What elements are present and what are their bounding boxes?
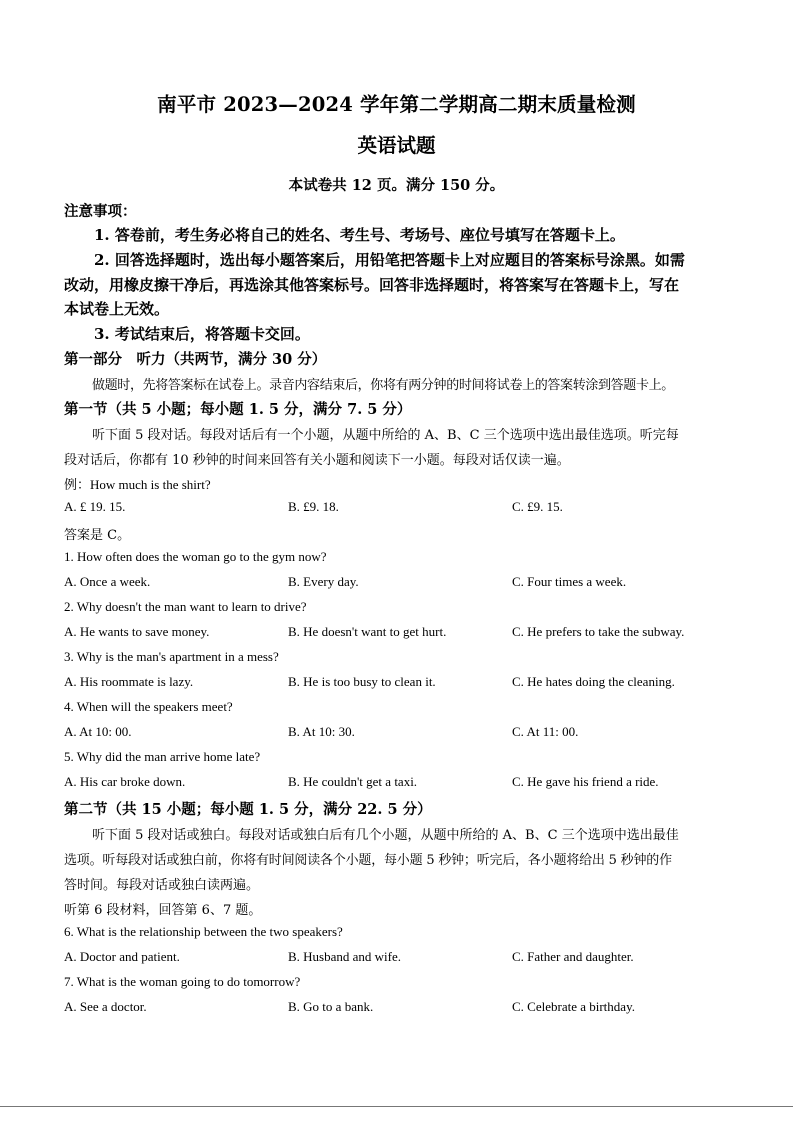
question-6-option-b: B. Husband and wife. <box>288 949 402 964</box>
exam-title: 南平市 2023—2024 学年第二学期高二期末质量检测 <box>157 93 636 116</box>
question-3: 3. Why is the man's apartment in a mess? <box>64 649 279 664</box>
question-1-option-c: C. Four times a week. <box>512 574 627 589</box>
section2-material: 听第 6 段材料，回答第 6、7 题。 <box>64 903 262 918</box>
example-answer: 答案是 C。 <box>64 528 131 543</box>
part1-instruction: 做题时，先将答案标在试卷上。录音内容结束后，你将有两分钟的时间将试卷上的答案转涂到答题卡上。 <box>92 378 674 393</box>
notice-heading: 注意事项： <box>64 203 137 220</box>
question-6-option-a: A. Doctor and patient. <box>64 949 180 964</box>
question-4-option-a: A. At 10: 00. <box>64 724 132 739</box>
question-5-option-c: C. He gave his friend a ride. <box>512 774 659 789</box>
exam-meta: 本试卷共 12 页。满分 150 分。 <box>288 177 505 194</box>
question-4-option-b: B. At 10: 30. <box>288 724 355 739</box>
question-5-option-b: B. He couldn't get a taxi. <box>288 774 418 789</box>
question-2-option-a: A. He wants to save money. <box>64 624 210 639</box>
question-1-option-a: A. Once a week. <box>64 574 151 589</box>
question-6-option-c: C. Father and daughter. <box>512 949 634 964</box>
part1-heading: 第一部分 听力（共两节，满分 30 分） <box>64 351 327 368</box>
question-3-option-c: C. He hates doing the cleaning. <box>512 674 675 689</box>
example-option-b: B. £9. 18. <box>288 499 339 514</box>
section2-instruction-line1: 听下面 5 段对话或独白。每段对话或独白后有几个小题，从题中所给的 A、B、C 三个选项中选出最佳 <box>92 828 679 843</box>
question-7-option-c: C. Celebrate a birthday. <box>512 999 635 1014</box>
question-7: 7. What is the woman going to do tomorrow? <box>64 974 301 989</box>
section1-instruction-line2: 段对话后，你都有 10 秒钟的时间来回答有关小题和阅读下一小题。每段对话仅读一遍。 <box>64 453 570 468</box>
question-2-option-c: C. He prefers to take the subway. <box>512 624 685 639</box>
question-4-option-c: C. At 11: 00. <box>512 724 579 739</box>
question-3-option-b: B. He is too busy to clean it. <box>288 674 436 689</box>
question-3-option-a: A. His roommate is lazy. <box>64 674 194 689</box>
notice-item-2-line2: 改动，用橡皮擦干净后，再选涂其他答案标号。回答非选择题时，将答案写在答题卡上，写在 <box>64 276 680 294</box>
question-7-option-a: A. See a doctor. <box>64 999 147 1014</box>
section2-instruction-line2: 选项。听每段对话或独白前，你将有时间阅读各个小题，每小题 5 秒钟；听完后，各小题将给出 5 秒钟的作 <box>64 853 672 868</box>
question-4: 4. When will the speakers meet? <box>64 699 233 714</box>
question-7-option-b: B. Go to a bank. <box>288 999 374 1014</box>
page-bottom-divider <box>0 1106 793 1107</box>
section1-instruction-line1: 听下面 5 段对话。每段对话后有一个小题，从题中所给的 A、B、C 三个选项中选出最佳选项。听完每 <box>92 428 679 443</box>
question-6: 6. What is the relationship between the two speakers? <box>64 924 343 939</box>
question-2: 2. Why doesn't the man want to learn to drive? <box>64 599 307 614</box>
example-option-a: A. £ 19. 15. <box>64 499 126 514</box>
example-option-c: C. £9. 15. <box>512 499 563 514</box>
section1-heading: 第一节（共 5 小题；每小题 1. 5 分，满分 7. 5 分） <box>64 401 412 418</box>
notice-item-2-line1: 2. 回答选择题时，选出每小题答案后，用铅笔把答题卡上对应题目的答案标号涂黑。如需 <box>94 251 685 269</box>
exam-subject: 英语试题 <box>357 134 436 157</box>
question-1: 1. How often does the woman go to the gym now? <box>64 549 327 564</box>
question-2-option-b: B. He doesn't want to get hurt. <box>288 624 447 639</box>
question-5-option-a: A. His car broke down. <box>64 774 186 789</box>
notice-item-3: 3. 考试结束后，将答题卡交回。 <box>94 325 310 343</box>
question-1-option-b: B. Every day. <box>288 574 359 589</box>
section2-instruction-line3: 答时间。每段对话或独白读两遍。 <box>64 878 260 893</box>
notice-item-1: 1. 答卷前，考生务必将自己的姓名、考生号、考场号、座位号填写在答题卡上。 <box>94 226 625 244</box>
example-question: 例：How much is the shirt? <box>64 477 211 492</box>
section2-heading: 第二节（共 15 小题；每小题 1. 5 分，满分 22. 5 分） <box>64 801 432 818</box>
notice-item-2-line3: 本试卷上无效。 <box>64 300 170 318</box>
question-5: 5. Why did the man arrive home late? <box>64 749 261 764</box>
